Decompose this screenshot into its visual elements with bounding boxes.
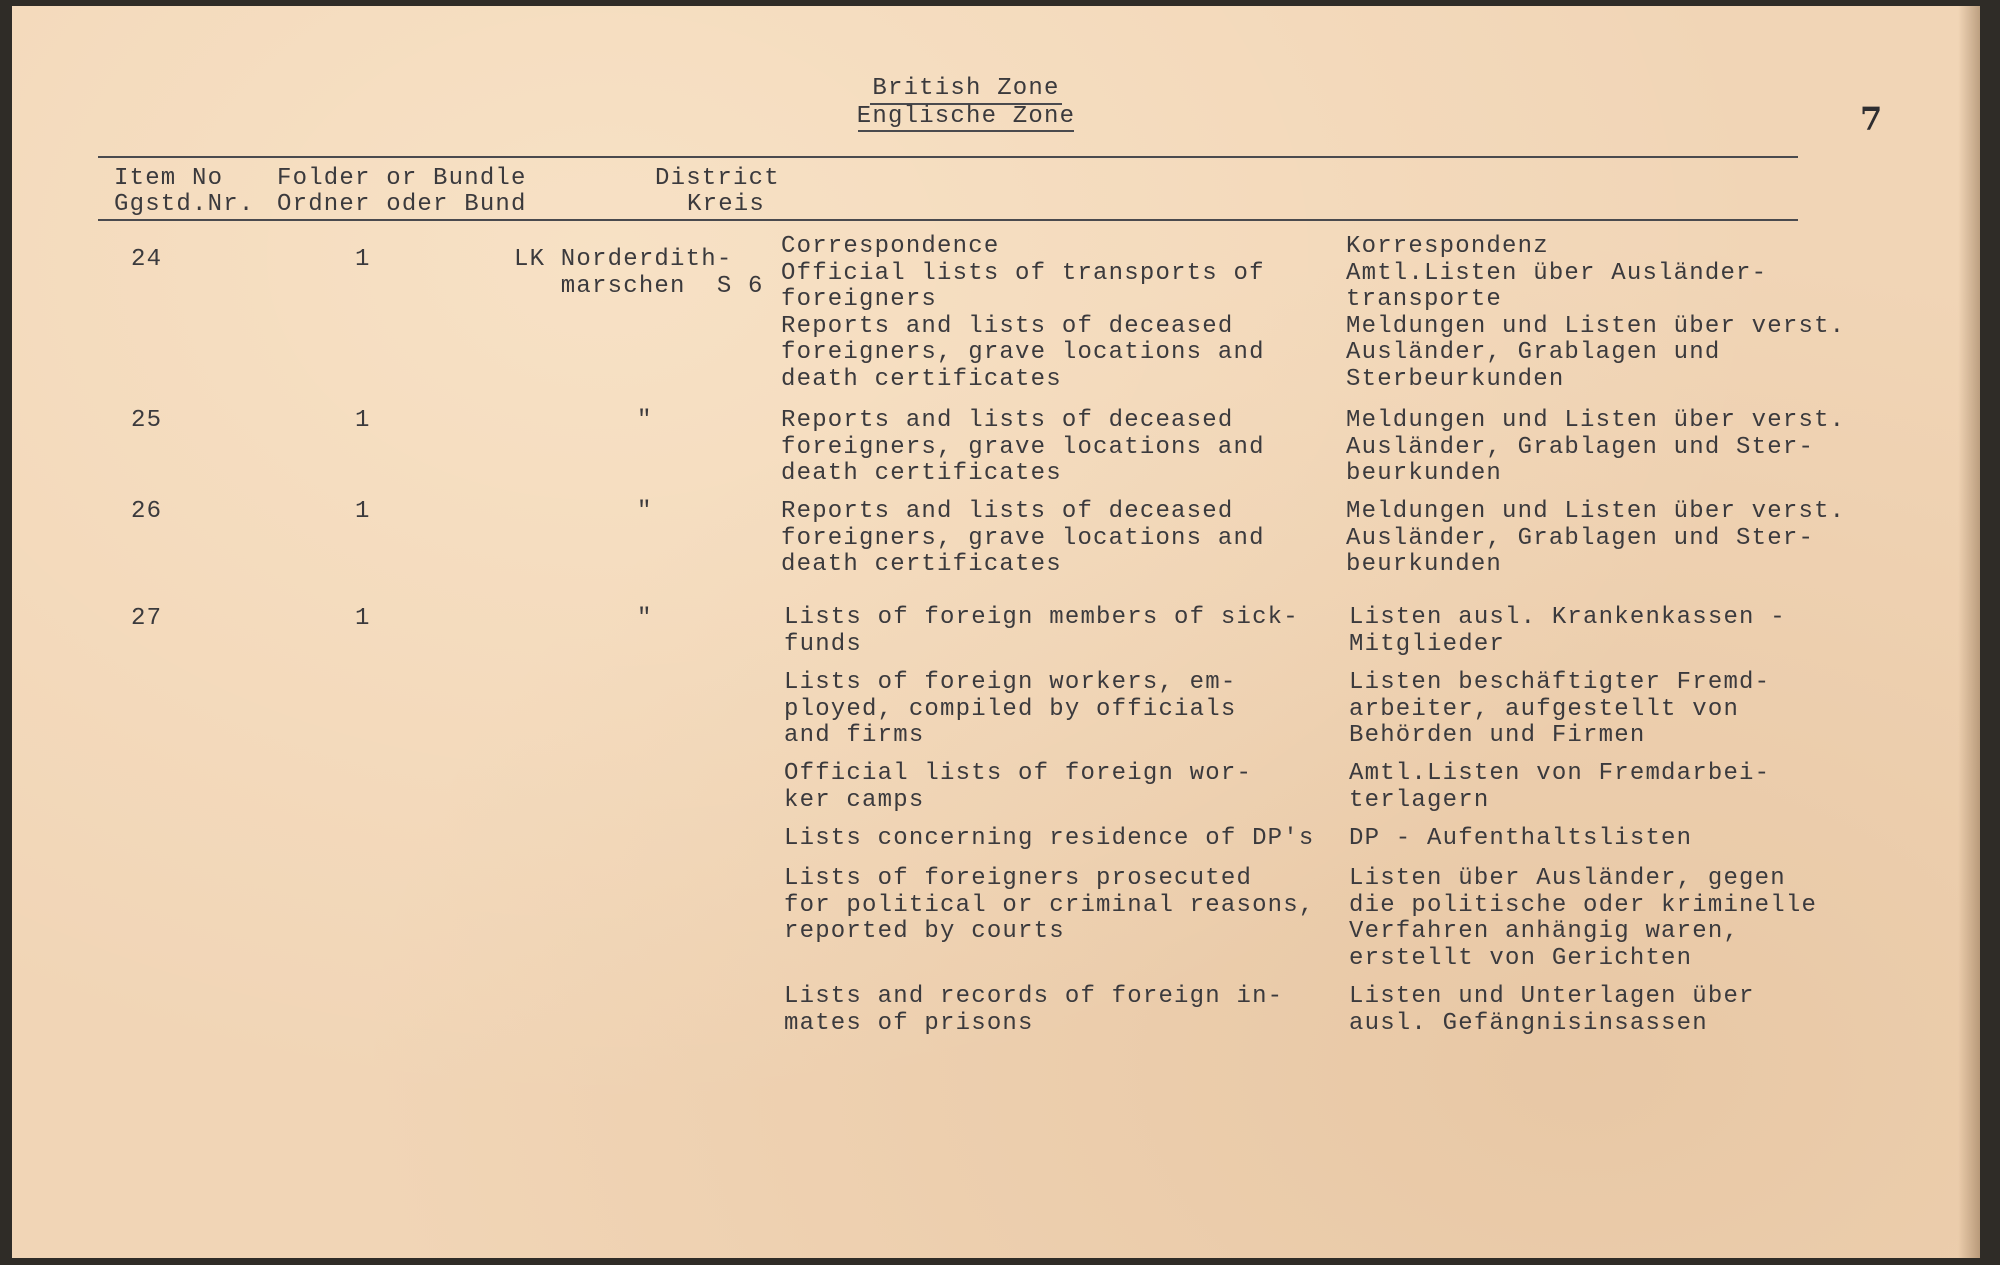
header-top-rule [98,156,1798,158]
district-ditto-mark: " [637,407,653,434]
sub-entry-en: Lists of foreign members of sick- funds [784,604,1299,658]
entry-description-en: Reports and lists of deceased foreigners, grave locations and death certificates [781,498,1265,578]
zone-title-de-underline [858,130,1074,132]
sub-entry-de: Listen ausl. Krankenkassen - Mitglieder [1349,604,1786,658]
district-ditto-mark: " [637,605,653,632]
item-number: 27 [131,605,163,632]
zone-title-de: Englische Zone [856,103,1076,130]
district-ditto-mark: " [637,498,653,525]
zone-title-en: British Zone [872,75,1060,102]
header-item-no-de: Ggstd.Nr. [114,191,255,218]
folder-number: 1 [355,605,371,632]
header-bottom-rule [98,219,1798,221]
header-district: District [655,165,780,192]
sub-entry-de: Listen über Ausländer, gegen die politische oder kriminelle Verfahren anhängig waren, erstellt von Gerichten [1349,865,1818,972]
item-number: 25 [131,407,163,434]
header-district-de: Kreis [687,191,766,218]
header-folder-de: Ordner oder Bund [277,191,527,218]
sub-entry-de: Amtl.Listen von Fremdarbei- terlagern [1349,760,1771,814]
page-number: 7 [1860,100,1884,138]
folder-number: 1 [355,407,371,434]
sub-entry-en: Lists of foreigners prosecuted for political or criminal reasons, reported by courts [784,865,1315,945]
sub-entry-de: DP - Aufenthaltslisten [1349,825,1693,852]
entry-description-en: Reports and lists of deceased foreigners, grave locations and death certificates [781,407,1265,487]
sub-entry-de: Listen und Unterlagen über ausl. Gefängnisinsassen [1349,983,1755,1037]
header-folder: Folder or Bundle [277,165,527,192]
sub-entry-en: Lists and records of foreign in- mates of prisons [784,983,1284,1037]
item-number: 26 [131,498,163,525]
district-text: LK Norderdith- marschen S 6 [514,246,764,300]
entry-description-de: Meldungen und Listen über verst. Ausländer, Grablagen und Ster- beurkunden [1346,407,1846,487]
entry-description-de: Meldungen und Listen über verst. Ausländer, Grablagen und Ster- beurkunden [1346,498,1846,578]
sub-entry-en: Lists of foreign workers, em- ployed, compiled by officials and firms [784,669,1237,749]
page-edge-shadow [1958,6,1980,1258]
sub-entry-en: Official lists of foreign wor- ker camps [784,760,1253,814]
sub-entry-en: Lists concerning residence of DP's [784,825,1315,852]
header-item-no: Item No [114,165,224,192]
sub-entry-de: Listen beschäftigter Fremd- arbeiter, aufgestellt von Behörden und Firmen [1349,669,1771,749]
document-page [12,6,1980,1258]
folder-number: 1 [355,246,371,273]
folder-number: 1 [355,498,371,525]
entry-description-de: Korrespondenz Amtl.Listen über Ausländer- transporte Meldungen und Listen über verst. Ausländer, Grablagen und Sterbeurkunden [1346,233,1846,393]
entry-description-en: Correspondence Official lists of transports of foreigners Reports and lists of deceased foreigners, grave locations and death certificates [781,233,1265,393]
item-number: 24 [131,246,163,273]
